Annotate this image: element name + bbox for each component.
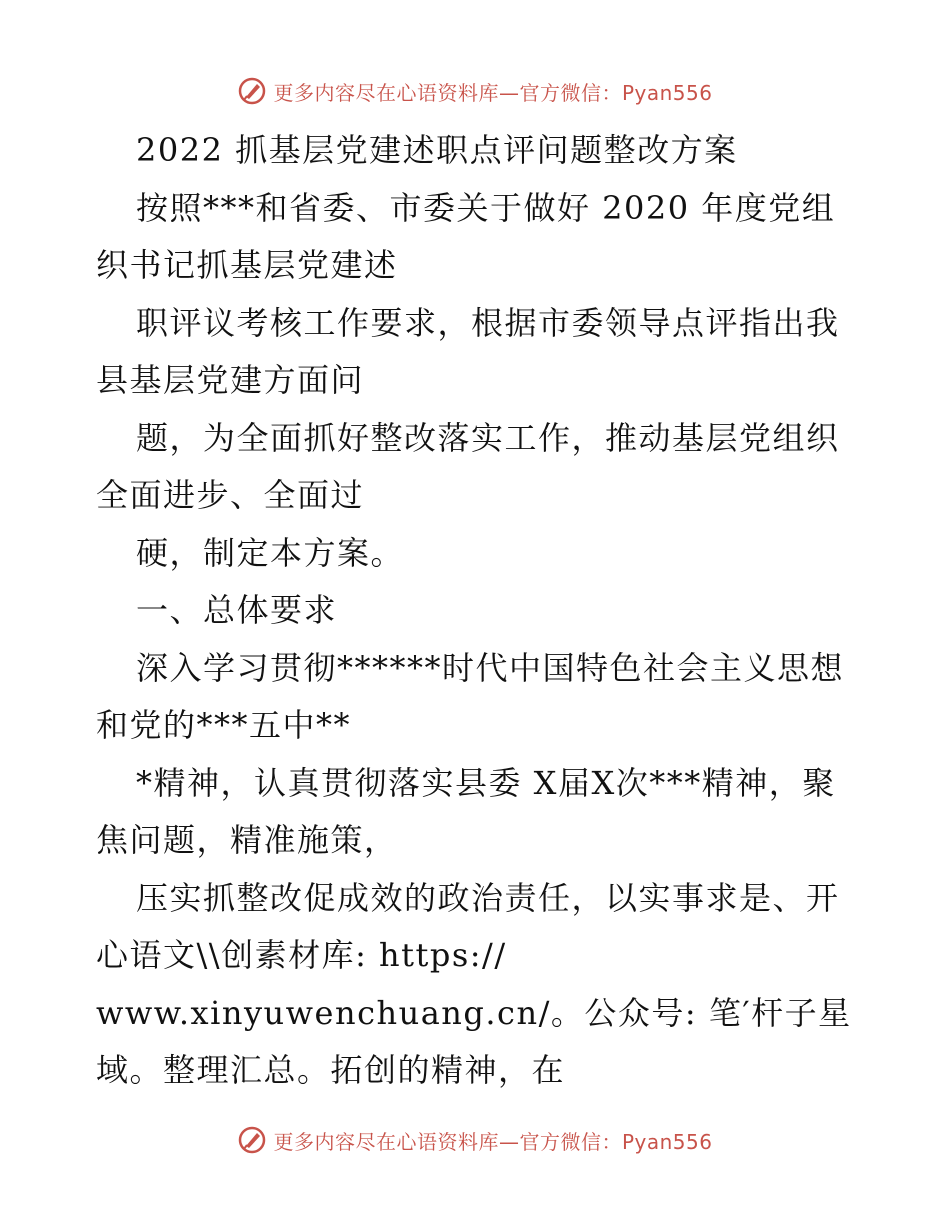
text-line: *精神，认真贯彻落实县委 X届X次***精神，聚 bbox=[136, 763, 836, 802]
pen-seal-icon bbox=[237, 1125, 267, 1155]
text-line: 心语文\\创素材库: https:// bbox=[96, 936, 507, 974]
text-line: 焦问题，精准施策， bbox=[96, 821, 398, 859]
section-heading: 一、总体要求 bbox=[136, 591, 338, 629]
footer-watermark bbox=[0, 1120, 950, 1160]
text-line: www.xinyuwenchuang.cn/。公众号: 笔′杆子星 bbox=[96, 993, 852, 1032]
text-line: 题，为全面抓好整改落实工作，推动基层党组织 bbox=[136, 418, 840, 457]
text-line: 压实抓整改促成效的政治责任，以实事求是、开 bbox=[136, 878, 840, 917]
text-line: 按照***和省委、市委关于做好 2020 年度党组 bbox=[136, 188, 836, 227]
text-line: 深入学习贯彻******时代中国特色社会主义思想 bbox=[136, 648, 845, 687]
watermark-text: 更多内容尽在心语资料库—官方微信：Pyan556 bbox=[273, 80, 713, 105]
text-line: 全面进步、全面过 bbox=[96, 476, 365, 514]
text-line: 和党的***五中** bbox=[96, 706, 352, 744]
text-line: 职评议考核工作要求，根据市委领导点评指出我 bbox=[136, 303, 840, 342]
document-body bbox=[96, 122, 866, 1100]
text-line: 织书记抓基层党建述 bbox=[96, 246, 398, 284]
text-line: 硬，制定本方案。 bbox=[136, 533, 405, 572]
header-watermark bbox=[0, 71, 950, 111]
text-line: 域。整理汇总。拓创的精神，在 bbox=[96, 1051, 566, 1089]
text-line: 2022 抓基层党建述职点评问题整改方案 bbox=[136, 131, 738, 169]
pen-seal-icon bbox=[237, 76, 267, 106]
watermark-text: 更多内容尽在心语资料库—官方微信：Pyan556 bbox=[273, 1129, 713, 1154]
text-line: 县基层党建方面问 bbox=[96, 361, 365, 399]
